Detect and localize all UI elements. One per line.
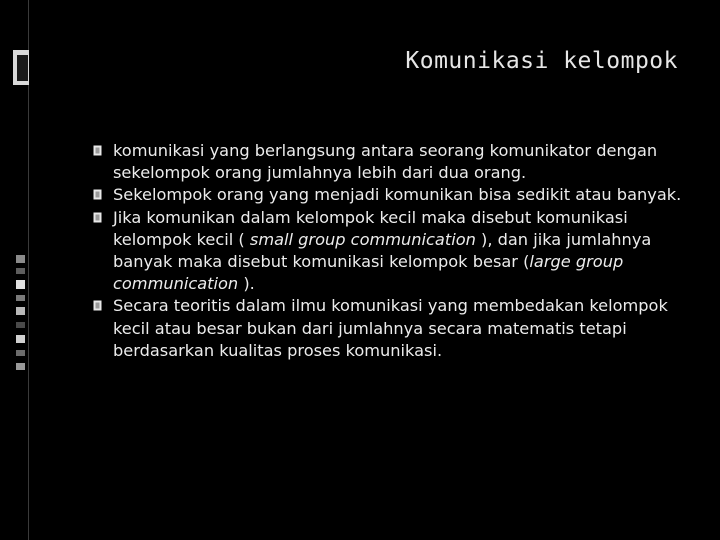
strip-chip [16, 350, 25, 356]
strip-chip [16, 295, 25, 301]
strip-chip [16, 280, 25, 289]
square-bullet-icon [93, 189, 102, 200]
bullet-text-part: Secara teoritis dalam ilmu komunikasi yang membedakan kelompok kecil atau besar bukan dari jumlahnya secara matematis tetapi berdasarkan kualitas proses komunikasi. [113, 296, 668, 360]
bullet-text [113, 296, 668, 359]
square-bullet-icon [93, 145, 102, 156]
square-bullet-icon [93, 212, 102, 223]
bullet-text [113, 185, 681, 204]
bullet-list [93, 140, 693, 362]
side-decoration-strip [0, 0, 29, 540]
bullet-item [93, 140, 693, 184]
bullet-item [93, 207, 693, 296]
bullet-text [113, 141, 657, 182]
bullet-text-part: ), dan jika jumlahnya banyak maka disebut komunikasi kelompok besar ( [113, 229, 652, 272]
bullet-text-part: Sekelompok orang yang menjadi komunikan bisa sedikit atau banyak. [113, 185, 682, 205]
bullet-item [93, 295, 693, 362]
strip-chip [16, 322, 25, 328]
bullet-text-italic: small group communication [249, 229, 476, 249]
strip-accent-inner [17, 55, 28, 81]
bullet-text [113, 208, 651, 294]
strip-chip [16, 363, 25, 370]
bullet-item [93, 184, 693, 206]
strip-chip [16, 307, 25, 315]
strip-chip [16, 255, 25, 263]
slide-title: Komunikasi kelompok [405, 48, 678, 74]
strip-chip [16, 335, 25, 343]
bullet-text-part: komunikasi yang berlangsung antara seorang komunikator dengan sekelompok orang jumlahnya lebih dari dua orang. [113, 141, 658, 183]
bullet-text-italic: large group communication [113, 252, 624, 294]
strip-chip [16, 268, 25, 274]
bullet-text-part: ). [238, 274, 255, 294]
bullet-text-part: Jika komunikan dalam kelompok kecil maka disebut komunikasi kelompok kecil ( [113, 207, 628, 249]
square-bullet-icon [93, 300, 102, 311]
